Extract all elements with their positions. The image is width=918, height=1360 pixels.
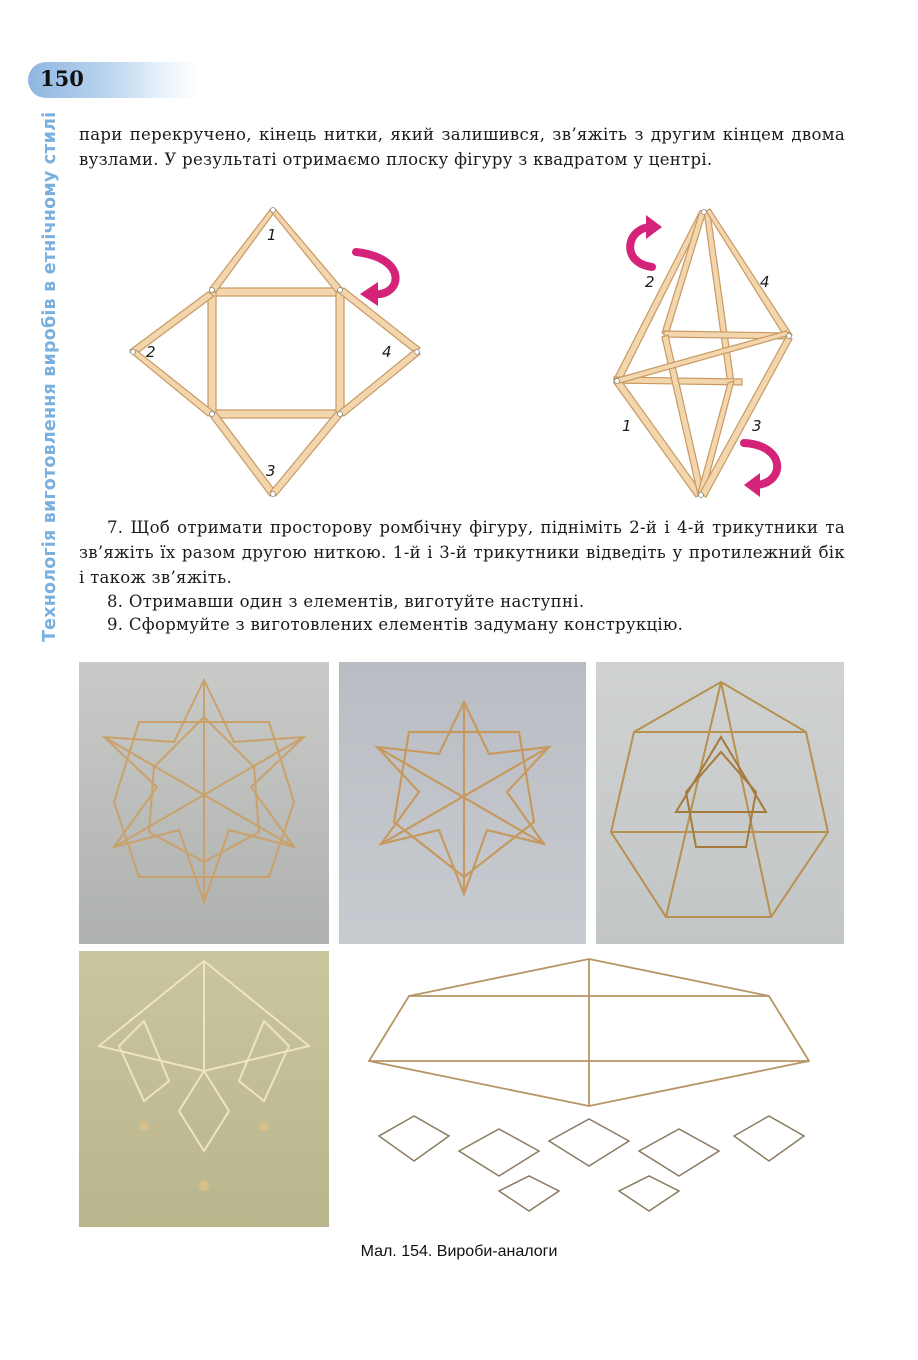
rhombus-label-3: 3: [752, 417, 762, 435]
step-8: [79, 589, 845, 614]
rhombic-figure-diagram: [600, 205, 810, 505]
triangle-label-1: 1: [267, 226, 277, 244]
step-9-text: 9. Сформуйте з виготовлених елементів задуману конструкцію.: [107, 615, 684, 634]
figure-caption: Мал. 154. Вироби-аналоги: [360, 1243, 558, 1260]
step-7: [79, 515, 845, 590]
photo-star-polyhedron-1: [79, 662, 329, 944]
section-side-title: Технологія виготовлення виробів в етнічному стилі: [40, 111, 60, 642]
rhombus-label-1: 1: [622, 417, 632, 435]
flat-figure-diagram: [120, 200, 430, 505]
page-number: 150: [40, 66, 84, 91]
step-8-text: 8. Отримавши один з елементів, виготуйте наступні.: [107, 592, 585, 611]
photo-star-polyhedron-2: [339, 662, 586, 944]
rhombus-label-2: 2: [645, 273, 655, 291]
intro-paragraph: пари перекручено, кінець нитки, який залишився, зв’яжіть з другим кінцем двома вузлами. У результаті отримаємо плоску фігуру з квадратом у центрі.: [79, 125, 845, 169]
rotate-arrow-up-icon: [630, 215, 662, 267]
photo-large-chandelier: [339, 951, 844, 1227]
photo-hanging-pavuk: [79, 951, 329, 1227]
triangle-label-2: 2: [146, 343, 156, 361]
step-7-text: 7. Щоб отримати просторову ромбічну фігуру, підніміть 2-й і 4-й трикутники та зв’яжіть їх разом другою ниткою. 1-й і 3-й трикутники відведіть у протилежний бік і також зв’яжіть.: [79, 518, 845, 587]
photo-nested-icosahedron: [596, 662, 844, 944]
triangle-label-3: 3: [266, 462, 276, 480]
rotate-arrow-icon: [356, 252, 396, 306]
rhombus-label-4: 4: [760, 273, 770, 291]
step-9: [79, 612, 845, 637]
triangle-label-4: 4: [382, 343, 392, 361]
rotate-arrow-down-icon: [744, 443, 777, 497]
